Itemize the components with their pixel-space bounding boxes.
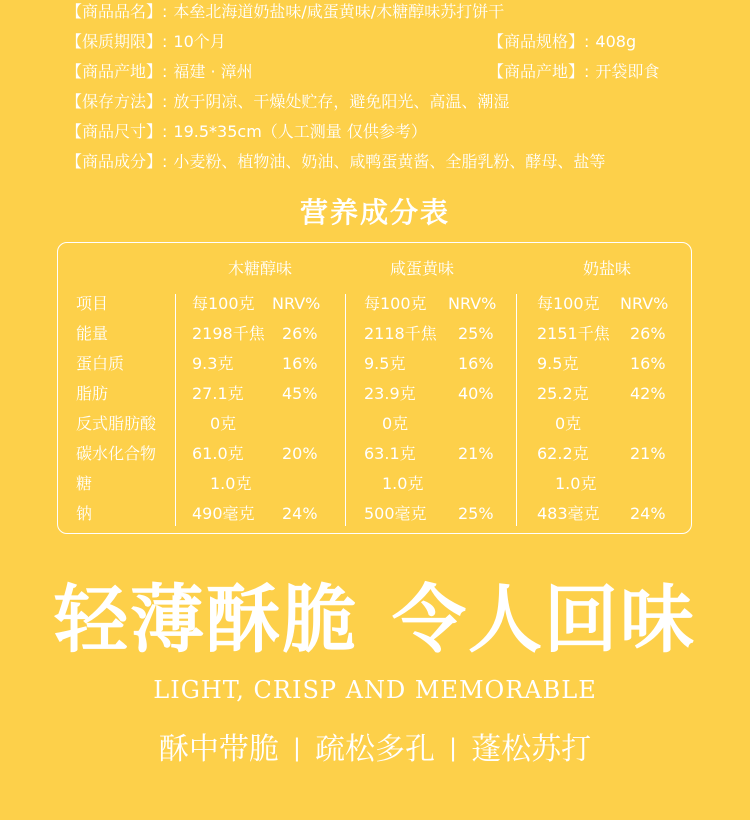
nutrient-amount: 0克 [555, 414, 582, 433]
nutrient-amount: 1.0克 [555, 474, 597, 493]
nutrient-amount: 27.1克 [192, 384, 244, 403]
nutrient-amount: 490毫克 [192, 504, 255, 523]
slogan-part1: 轻薄酥脆 [54, 577, 358, 663]
column-divider [516, 294, 517, 526]
nutrient-amount: 1.0克 [382, 474, 424, 493]
nutrient-name: 糖 [76, 474, 93, 493]
flavor-milk-salt: 奶盐味 [583, 259, 632, 278]
nutrient-amount: 23.9克 [364, 384, 416, 403]
nutrient-nrv: 16% [282, 354, 318, 373]
info-eating-value: 开袋即食 [595, 62, 660, 81]
info-eating-label: 【商品产地】: [488, 62, 590, 81]
nutrient-name: 蛋白质 [76, 354, 125, 373]
info-shelf-life [66, 31, 226, 53]
info-size-value: 19.5*35cm（人工测量 仅供参考） [173, 122, 427, 141]
info-storage-label: 【保存方法】: [66, 92, 168, 111]
info-name [66, 1, 504, 23]
feature-line [0, 728, 750, 770]
nutrient-amount: 61.0克 [192, 444, 244, 463]
header-per100: 每100克 [537, 294, 600, 313]
feature-3: 蓬松苏打 [471, 732, 592, 767]
nutrient-nrv: 26% [630, 324, 666, 343]
slogan-part2: 令人回味 [392, 577, 696, 663]
feature-1: 酥中带脆 [158, 732, 279, 767]
info-ingredients [66, 151, 605, 173]
feature-separator: | [292, 734, 301, 762]
info-spec-value: 408g [595, 32, 637, 51]
nutrient-nrv: 25% [458, 324, 494, 343]
info-spec-label: 【商品规格】: [488, 32, 590, 51]
info-origin-value: 福建 · 漳州 [173, 62, 253, 81]
feature-separator: | [449, 734, 458, 762]
nutrient-nrv: 20% [282, 444, 318, 463]
nutrient-nrv: 21% [630, 444, 666, 463]
info-ingredients-label: 【商品成分】: [66, 152, 168, 171]
nutrient-nrv: 45% [282, 384, 318, 403]
english-slogan: LIGHT, CRISP AND MEMORABLE [153, 676, 597, 704]
nutrient-amount: 2198千焦 [192, 324, 265, 343]
header-per100: 每100克 [364, 294, 427, 313]
nutrient-amount: 2151千焦 [537, 324, 610, 343]
nutrient-amount: 2118千焦 [364, 324, 437, 343]
column-divider [175, 294, 176, 526]
nutrient-nrv: 42% [630, 384, 666, 403]
nutrient-amount: 63.1克 [364, 444, 416, 463]
info-eating [488, 61, 659, 83]
main-slogan [0, 575, 750, 665]
nutrient-amount: 9.5克 [364, 354, 406, 373]
nutrient-nrv: 40% [458, 384, 494, 403]
header-nrv: NRV% [272, 294, 321, 313]
info-shelf-life-value: 10个月 [173, 32, 226, 51]
info-name-value: 本垒北海道奶盐味/咸蛋黄味/木糖醇味苏打饼干 [173, 2, 505, 21]
nutrient-nrv: 16% [458, 354, 494, 373]
column-divider [345, 294, 346, 526]
header-nrv: NRV% [620, 294, 669, 313]
feature-2: 疏松多孔 [315, 732, 435, 767]
info-name-label: 【商品品名】: [66, 2, 168, 21]
nutrient-amount: 0克 [210, 414, 237, 433]
nutrient-amount: 483毫克 [537, 504, 600, 523]
header-nrv: NRV% [448, 294, 497, 313]
info-size [66, 121, 427, 143]
nutrient-nrv: 26% [282, 324, 318, 343]
nutrient-amount: 500毫克 [364, 504, 427, 523]
info-shelf-life-label: 【保质期限】: [66, 32, 168, 51]
nutrient-nrv: 25% [458, 504, 494, 523]
info-spec [488, 31, 636, 53]
info-storage [66, 91, 509, 113]
flavor-xylitol: 木糖醇味 [228, 259, 293, 278]
nutrition-title: 营养成分表 [299, 196, 450, 229]
flavor-salted-egg: 咸蛋黄味 [390, 259, 455, 278]
nutrient-amount: 62.2克 [537, 444, 589, 463]
nutrient-nrv: 24% [630, 504, 666, 523]
nutrient-name: 碳水化合物 [76, 444, 157, 463]
nutrient-nrv: 16% [630, 354, 666, 373]
nutrient-amount: 9.5克 [537, 354, 579, 373]
nutrient-nrv: 24% [282, 504, 318, 523]
nutrient-amount: 9.3克 [192, 354, 234, 373]
info-size-label: 【商品尺寸】: [66, 122, 168, 141]
nutrient-amount: 0克 [382, 414, 409, 433]
info-origin-label: 【商品产地】: [66, 62, 168, 81]
nutrient-name: 钠 [76, 504, 93, 523]
nutrient-name: 能量 [76, 324, 109, 343]
info-storage-value: 放于阴凉、干燥处贮存，避免阳光、高温、潮湿 [173, 92, 510, 111]
header-item: 项目 [76, 294, 109, 313]
nutrient-amount: 25.2克 [537, 384, 589, 403]
header-per100: 每100克 [192, 294, 255, 313]
nutrient-name: 脂肪 [76, 384, 109, 403]
nutrient-name: 反式脂肪酸 [76, 414, 157, 433]
info-origin [66, 61, 253, 83]
info-ingredients-value: 小麦粉、植物油、奶油、咸鸭蛋黄酱、全脂乳粉、酵母、盐等 [173, 152, 606, 171]
nutrient-nrv: 21% [458, 444, 494, 463]
nutrient-amount: 1.0克 [210, 474, 252, 493]
